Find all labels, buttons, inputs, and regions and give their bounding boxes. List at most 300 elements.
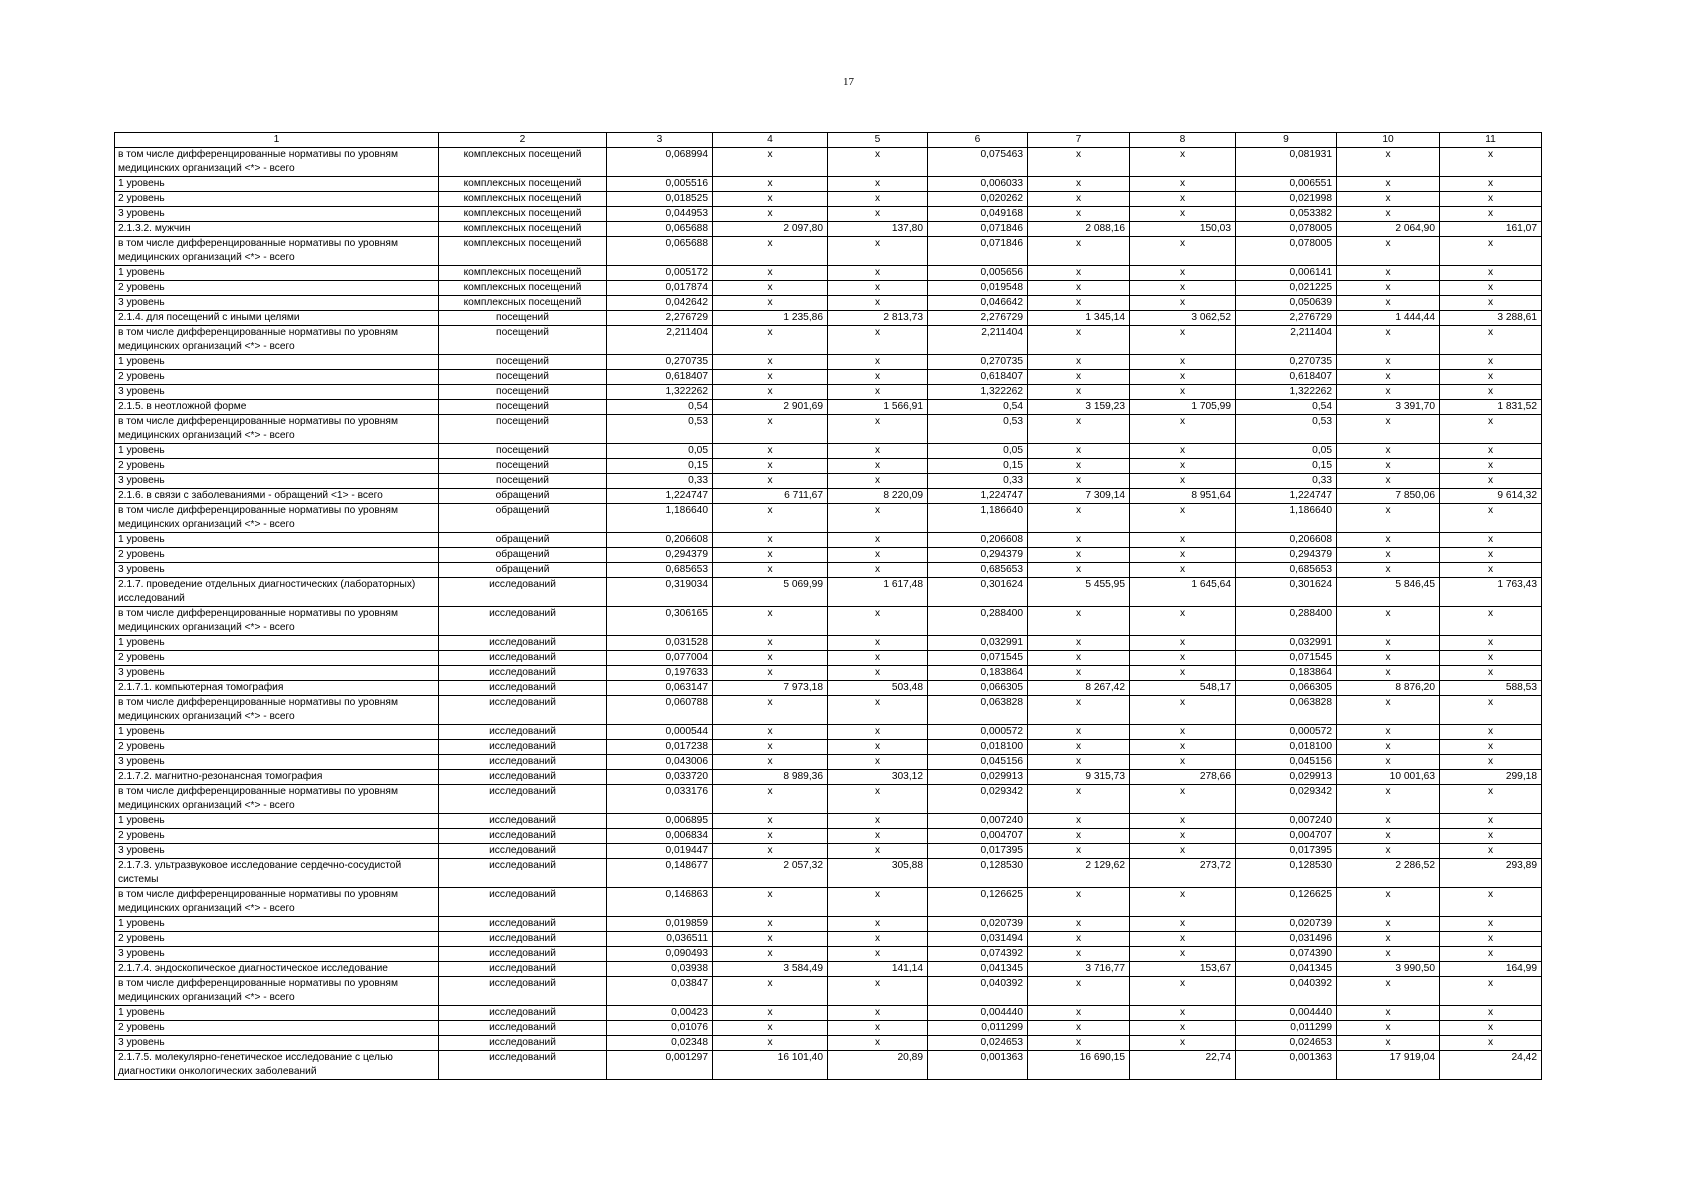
value-cell: 0,068994: [607, 148, 713, 177]
row-label: 1 уровень: [115, 814, 439, 829]
value-cell: x: [1440, 207, 1542, 222]
value-cell: 0,007240: [1236, 814, 1337, 829]
value-cell: 293,89: [1440, 859, 1542, 888]
row-label: 2.1.6. в связи с заболеваниями - обращений <1> - всего: [115, 489, 439, 504]
value-cell: x: [1130, 932, 1236, 947]
value-cell: 0,294379: [928, 548, 1028, 563]
value-cell: 0,081931: [1236, 148, 1337, 177]
value-cell: 1 645,64: [1130, 578, 1236, 607]
value-cell: x: [1130, 1036, 1236, 1051]
table-row: [115, 400, 1542, 415]
value-cell: x: [1440, 947, 1542, 962]
table-row: [115, 785, 1542, 814]
value-cell: x: [713, 237, 828, 266]
value-cell: 0,017238: [607, 740, 713, 755]
value-cell: x: [1440, 636, 1542, 651]
value-cell: 5 846,45: [1337, 578, 1440, 607]
table-row: [115, 192, 1542, 207]
value-cell: 0,045156: [1236, 755, 1337, 770]
value-cell: 303,12: [828, 770, 928, 785]
value-cell: 0,004440: [1236, 1006, 1337, 1021]
value-cell: x: [1337, 977, 1440, 1006]
value-cell: 0,02348: [607, 1036, 713, 1051]
table-row: [115, 266, 1542, 281]
value-cell: 0,183864: [1236, 666, 1337, 681]
value-cell: 1,322262: [928, 385, 1028, 400]
row-label: 1 уровень: [115, 177, 439, 192]
unit-cell: обращений: [439, 504, 607, 533]
value-cell: 0,065688: [607, 222, 713, 237]
value-cell: x: [713, 917, 828, 932]
value-cell: x: [828, 326, 928, 355]
row-label: 1 уровень: [115, 533, 439, 548]
value-cell: 0,294379: [1236, 548, 1337, 563]
table-row: [115, 459, 1542, 474]
value-cell: x: [1337, 355, 1440, 370]
table-row: [115, 636, 1542, 651]
row-label: в том числе дифференцированные нормативы по уровням медицинских организаций <*> - всего: [115, 326, 439, 355]
value-cell: x: [1130, 296, 1236, 311]
row-label: 3 уровень: [115, 474, 439, 489]
table-row: [115, 770, 1542, 785]
value-cell: x: [1028, 415, 1130, 444]
table-row: [115, 385, 1542, 400]
value-cell: 0,685653: [1236, 563, 1337, 578]
value-cell: x: [828, 296, 928, 311]
value-cell: 5 069,99: [713, 578, 828, 607]
value-cell: x: [1028, 563, 1130, 578]
value-cell: x: [1028, 740, 1130, 755]
value-cell: x: [1440, 696, 1542, 725]
unit-cell: исследований: [439, 917, 607, 932]
value-cell: 0,018100: [928, 740, 1028, 755]
value-cell: x: [1337, 917, 1440, 932]
value-cell: x: [1440, 785, 1542, 814]
value-cell: x: [1028, 947, 1130, 962]
value-cell: 2 286,52: [1337, 859, 1440, 888]
value-cell: x: [1028, 326, 1130, 355]
value-cell: x: [1130, 385, 1236, 400]
value-cell: 0,011299: [1236, 1021, 1337, 1036]
value-cell: 20,89: [828, 1051, 928, 1080]
table-row: [115, 222, 1542, 237]
row-label: 2 уровень: [115, 548, 439, 563]
value-cell: 0,126625: [1236, 888, 1337, 917]
row-label: 2 уровень: [115, 281, 439, 296]
value-cell: 0,004440: [928, 1006, 1028, 1021]
row-label: 2.1.7.4. эндоскопическое диагностическое исследование: [115, 962, 439, 977]
row-label: в том числе дифференцированные нормативы по уровням медицинских организаций <*> - всего: [115, 415, 439, 444]
row-label: 2.1.7.2. магнитно-резонансная томография: [115, 770, 439, 785]
value-cell: x: [713, 932, 828, 947]
value-cell: 137,80: [828, 222, 928, 237]
table-row: [115, 977, 1542, 1006]
value-cell: 0,063147: [607, 681, 713, 696]
column-header: 4: [713, 133, 828, 148]
value-cell: 2 813,73: [828, 311, 928, 326]
value-cell: x: [828, 207, 928, 222]
row-label: 3 уровень: [115, 844, 439, 859]
value-cell: 0,019859: [607, 917, 713, 932]
row-label: 2 уровень: [115, 932, 439, 947]
value-cell: 0,032991: [1236, 636, 1337, 651]
table-row: [115, 844, 1542, 859]
value-cell: 0,685653: [928, 563, 1028, 578]
value-cell: 0,15: [607, 459, 713, 474]
value-cell: 0,001363: [928, 1051, 1028, 1080]
norms-table: [114, 132, 1542, 1080]
value-cell: 0,53: [1236, 415, 1337, 444]
value-cell: x: [1440, 548, 1542, 563]
value-cell: 1 705,99: [1130, 400, 1236, 415]
value-cell: x: [1337, 370, 1440, 385]
value-cell: x: [1130, 459, 1236, 474]
row-label: 2 уровень: [115, 192, 439, 207]
value-cell: 0,004707: [1236, 829, 1337, 844]
value-cell: 0,029913: [928, 770, 1028, 785]
value-cell: x: [828, 504, 928, 533]
value-cell: 164,99: [1440, 962, 1542, 977]
unit-cell: посещений: [439, 355, 607, 370]
value-cell: x: [828, 785, 928, 814]
row-label: 2 уровень: [115, 1021, 439, 1036]
table-row: [115, 888, 1542, 917]
unit-cell: комплексных посещений: [439, 296, 607, 311]
value-cell: x: [713, 266, 828, 281]
value-cell: x: [828, 932, 928, 947]
value-cell: x: [1440, 281, 1542, 296]
value-cell: x: [1337, 177, 1440, 192]
value-cell: 7 309,14: [1028, 489, 1130, 504]
value-cell: 0,004707: [928, 829, 1028, 844]
value-cell: x: [1028, 355, 1130, 370]
unit-cell: посещений: [439, 370, 607, 385]
table-row: [115, 533, 1542, 548]
value-cell: 153,67: [1130, 962, 1236, 977]
value-cell: 0,54: [1236, 400, 1337, 415]
value-cell: 0,024653: [1236, 1036, 1337, 1051]
unit-cell: исследований: [439, 844, 607, 859]
value-cell: 0,294379: [607, 548, 713, 563]
table-row: [115, 370, 1542, 385]
value-cell: 0,288400: [1236, 607, 1337, 636]
table-row: [115, 474, 1542, 489]
value-cell: 8 876,20: [1337, 681, 1440, 696]
value-cell: 0,01076: [607, 1021, 713, 1036]
value-cell: x: [1440, 888, 1542, 917]
value-cell: 0,031528: [607, 636, 713, 651]
value-cell: 0,074390: [1236, 947, 1337, 962]
value-cell: x: [1440, 444, 1542, 459]
value-cell: x: [1440, 666, 1542, 681]
value-cell: x: [1130, 740, 1236, 755]
row-label: в том числе дифференцированные нормативы по уровням медицинских организаций <*> - всего: [115, 607, 439, 636]
value-cell: x: [713, 1021, 828, 1036]
value-cell: x: [1337, 888, 1440, 917]
value-cell: 2 097,80: [713, 222, 828, 237]
unit-cell: обращений: [439, 563, 607, 578]
value-cell: x: [713, 444, 828, 459]
unit-cell: исследований: [439, 932, 607, 947]
value-cell: 0,040392: [1236, 977, 1337, 1006]
value-cell: x: [828, 666, 928, 681]
value-cell: x: [1337, 207, 1440, 222]
value-cell: 0,618407: [928, 370, 1028, 385]
value-cell: 5 455,95: [1028, 578, 1130, 607]
column-header: 10: [1337, 133, 1440, 148]
row-label: 1 уровень: [115, 444, 439, 459]
value-cell: 0,071846: [928, 222, 1028, 237]
value-cell: x: [1028, 651, 1130, 666]
page-number: 17: [843, 76, 854, 88]
value-cell: 1 345,14: [1028, 311, 1130, 326]
unit-cell: исследований: [439, 651, 607, 666]
value-cell: x: [828, 917, 928, 932]
value-cell: x: [1130, 977, 1236, 1006]
value-cell: x: [1028, 459, 1130, 474]
value-cell: x: [1130, 192, 1236, 207]
unit-cell: комплексных посещений: [439, 222, 607, 237]
value-cell: 0,33: [1236, 474, 1337, 489]
value-cell: 0,078005: [1236, 222, 1337, 237]
value-cell: x: [1028, 607, 1130, 636]
table-row: [115, 326, 1542, 355]
value-cell: x: [1440, 355, 1542, 370]
unit-cell: посещений: [439, 385, 607, 400]
value-cell: x: [828, 148, 928, 177]
row-label: 3 уровень: [115, 666, 439, 681]
column-header: 9: [1236, 133, 1337, 148]
value-cell: x: [1440, 415, 1542, 444]
table-row: [115, 237, 1542, 266]
value-cell: x: [828, 814, 928, 829]
value-cell: x: [713, 415, 828, 444]
value-cell: x: [713, 533, 828, 548]
value-cell: 0,206608: [607, 533, 713, 548]
value-cell: x: [713, 829, 828, 844]
value-cell: 0,071846: [928, 237, 1028, 266]
table-row: [115, 281, 1542, 296]
value-cell: x: [713, 977, 828, 1006]
value-cell: x: [828, 192, 928, 207]
value-cell: 588,53: [1440, 681, 1542, 696]
value-cell: x: [828, 385, 928, 400]
unit-cell: обращений: [439, 548, 607, 563]
value-cell: x: [1130, 563, 1236, 578]
value-cell: 0,071545: [1236, 651, 1337, 666]
row-label: 3 уровень: [115, 207, 439, 222]
value-cell: x: [1130, 636, 1236, 651]
value-cell: x: [1130, 504, 1236, 533]
table-row: [115, 578, 1542, 607]
value-cell: 16 101,40: [713, 1051, 828, 1080]
value-cell: x: [828, 607, 928, 636]
row-label: 2.1.7.3. ультразвуковое исследование сердечно-сосудистой системы: [115, 859, 439, 888]
value-cell: x: [1337, 651, 1440, 666]
value-cell: 1,186640: [928, 504, 1028, 533]
unit-cell: комплексных посещений: [439, 177, 607, 192]
value-cell: x: [1028, 192, 1130, 207]
value-cell: x: [713, 296, 828, 311]
value-cell: 9 315,73: [1028, 770, 1130, 785]
row-label: 2 уровень: [115, 370, 439, 385]
value-cell: x: [1028, 207, 1130, 222]
value-cell: 0,33: [928, 474, 1028, 489]
table-row: [115, 355, 1542, 370]
value-cell: x: [1130, 474, 1236, 489]
table-row: [115, 917, 1542, 932]
table-row: [115, 415, 1542, 444]
value-cell: x: [1440, 296, 1542, 311]
value-cell: 0,020262: [928, 192, 1028, 207]
value-cell: x: [1130, 444, 1236, 459]
value-cell: 0,029342: [928, 785, 1028, 814]
column-header: 8: [1130, 133, 1236, 148]
value-cell: x: [1440, 932, 1542, 947]
row-label: 2.1.4. для посещений с иными целями: [115, 311, 439, 326]
value-cell: x: [1028, 829, 1130, 844]
value-cell: 2,276729: [1236, 311, 1337, 326]
value-cell: 0,021225: [1236, 281, 1337, 296]
value-cell: 0,018100: [1236, 740, 1337, 755]
table-row: [115, 177, 1542, 192]
value-cell: x: [1337, 148, 1440, 177]
row-label: 2 уровень: [115, 459, 439, 474]
table-row: [115, 666, 1542, 681]
value-cell: 0,005656: [928, 266, 1028, 281]
unit-cell: исследований: [439, 1006, 607, 1021]
value-cell: x: [1337, 533, 1440, 548]
value-cell: x: [828, 977, 928, 1006]
value-cell: x: [1337, 696, 1440, 725]
value-cell: x: [1337, 725, 1440, 740]
value-cell: x: [1337, 829, 1440, 844]
unit-cell: комплексных посещений: [439, 192, 607, 207]
value-cell: 0,206608: [1236, 533, 1337, 548]
value-cell: x: [1130, 266, 1236, 281]
unit-cell: исследований: [439, 636, 607, 651]
value-cell: 0,049168: [928, 207, 1028, 222]
value-cell: x: [1028, 504, 1130, 533]
value-cell: 0,033176: [607, 785, 713, 814]
value-cell: x: [1440, 607, 1542, 636]
value-cell: x: [828, 533, 928, 548]
unit-cell: посещений: [439, 326, 607, 355]
unit-cell: исследований: [439, 859, 607, 888]
value-cell: x: [713, 947, 828, 962]
table-row: [115, 148, 1542, 177]
value-cell: x: [1130, 888, 1236, 917]
value-cell: 0,029342: [1236, 785, 1337, 814]
value-cell: x: [828, 474, 928, 489]
value-cell: 1,224747: [1236, 489, 1337, 504]
value-cell: 0,046642: [928, 296, 1028, 311]
value-cell: x: [828, 177, 928, 192]
value-cell: 1,186640: [1236, 504, 1337, 533]
value-cell: x: [1130, 947, 1236, 962]
value-cell: 1,186640: [607, 504, 713, 533]
unit-cell: исследований: [439, 829, 607, 844]
value-cell: 9 614,32: [1440, 489, 1542, 504]
value-cell: x: [713, 148, 828, 177]
value-cell: x: [1440, 651, 1542, 666]
value-cell: x: [713, 740, 828, 755]
table-row: [115, 489, 1542, 504]
table-row: [115, 311, 1542, 326]
unit-cell: посещений: [439, 415, 607, 444]
unit-cell: посещений: [439, 311, 607, 326]
value-cell: x: [1440, 385, 1542, 400]
value-cell: 0,15: [928, 459, 1028, 474]
value-cell: 161,07: [1440, 222, 1542, 237]
table-row: [115, 829, 1542, 844]
value-cell: 3 391,70: [1337, 400, 1440, 415]
table-row: [115, 207, 1542, 222]
value-cell: x: [1130, 281, 1236, 296]
value-cell: x: [828, 415, 928, 444]
value-cell: x: [713, 636, 828, 651]
value-cell: 0,618407: [1236, 370, 1337, 385]
value-cell: x: [1440, 504, 1542, 533]
value-cell: 2,211404: [607, 326, 713, 355]
value-cell: 141,14: [828, 962, 928, 977]
value-cell: x: [1337, 1006, 1440, 1021]
value-cell: x: [828, 740, 928, 755]
value-cell: x: [1028, 296, 1130, 311]
value-cell: x: [1337, 844, 1440, 859]
value-cell: 3 288,61: [1440, 311, 1542, 326]
value-cell: x: [1337, 444, 1440, 459]
unit-cell: исследований: [439, 696, 607, 725]
value-cell: x: [713, 785, 828, 814]
unit-cell: исследований: [439, 740, 607, 755]
value-cell: x: [1440, 370, 1542, 385]
value-cell: 1,322262: [607, 385, 713, 400]
value-cell: x: [828, 237, 928, 266]
unit-cell: комплексных посещений: [439, 148, 607, 177]
value-cell: x: [713, 370, 828, 385]
table-row: [115, 755, 1542, 770]
value-cell: x: [1028, 1006, 1130, 1021]
value-cell: x: [1028, 1036, 1130, 1051]
row-label: 1 уровень: [115, 636, 439, 651]
value-cell: x: [1440, 533, 1542, 548]
value-cell: 8 220,09: [828, 489, 928, 504]
value-cell: x: [1130, 651, 1236, 666]
table-row: [115, 548, 1542, 563]
table-row: [115, 444, 1542, 459]
value-cell: 0,066305: [1236, 681, 1337, 696]
value-cell: x: [1028, 281, 1130, 296]
row-label: 2.1.7. проведение отдельных диагностических (лабораторных) исследований: [115, 578, 439, 607]
unit-cell: посещений: [439, 459, 607, 474]
value-cell: 0,036511: [607, 932, 713, 947]
value-cell: x: [828, 755, 928, 770]
value-cell: x: [828, 947, 928, 962]
value-cell: 22,74: [1130, 1051, 1236, 1080]
value-cell: x: [713, 326, 828, 355]
value-cell: 0,183864: [928, 666, 1028, 681]
unit-cell: исследований: [439, 770, 607, 785]
row-label: 2.1.7.1. компьютерная томография: [115, 681, 439, 696]
value-cell: 0,031494: [928, 932, 1028, 947]
value-cell: x: [1440, 266, 1542, 281]
value-cell: x: [713, 207, 828, 222]
value-cell: 0,288400: [928, 607, 1028, 636]
value-cell: 0,017874: [607, 281, 713, 296]
value-cell: x: [1440, 829, 1542, 844]
value-cell: 0,128530: [1236, 859, 1337, 888]
